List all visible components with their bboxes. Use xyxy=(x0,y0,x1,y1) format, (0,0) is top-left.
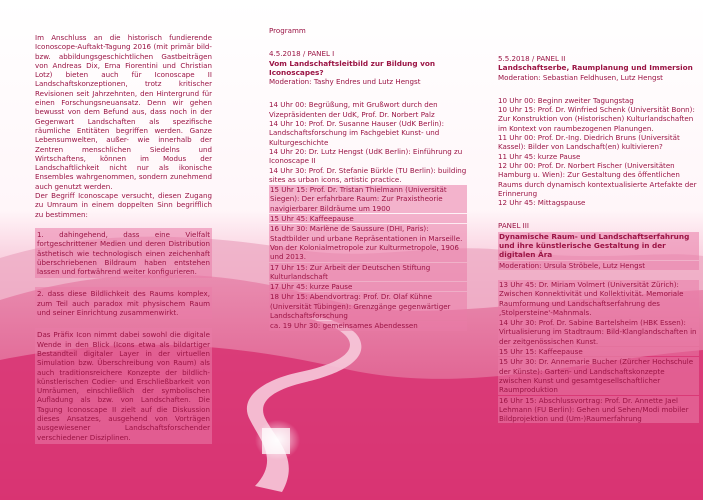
panel3-schedule xyxy=(498,280,699,423)
schedule-item: 17 Uhr 15: Zur Arbeit der Deutschen Stiftung Kulturlandschaft xyxy=(269,263,467,282)
panel1-schedule xyxy=(269,100,467,330)
schedule-item: 10 Uhr 00: Beginn zweiter Tagungstag xyxy=(498,95,634,105)
schedule-item: 14 Uhr 30: Prof. Dr. Stefanie Bürkle (TU Berlin): building sites as urban icons, artistic practice. xyxy=(269,165,467,184)
schedule-item: 15 Uhr 30: Dr. Annemarie Bucher (Zürcher Hochschule der Künste): Garten- und Landschaftskonzepte zwischen Kunst und gesamtgesellschaftlicher Raumproduktion xyxy=(498,357,699,394)
intro-text: Im Anschluss an die historisch fundierende Iconoscope-Auftakt-Tagung 2016 (mit primär bild- bzw. abbildungsgeschichtlichen Gastbeiträgen von Andreas Dix, Erna Fiorentini und Christian Lotz) bieten auch für Iconoscape II Landschaftskonzeptionen, trotz kritischer Revisionen seit Jahrzehnten, den Hintergrund für einen Forschungsneuansatz. Denn wir gehen bewusst von dem Befund aus, dass noch in der Gegenwart Landschaften als spezifische räumliche Entitäten begriffen werden. Ganze Lebensumwelten, außer- wie innerhalb der Zentren menschlichen Siedelns und Wirtschaftens, können im Modus der Landschaftlichkeit nicht nur als ikonische Ensembles wahrgenommen, sondern zunehmend auch genutzt werden. xyxy=(35,33,212,191)
schedule-item: 11 Uhr 45: kurze Pause xyxy=(498,151,581,161)
schedule-item: 11 Uhr 00: Prof. Dr.-Ing. Diedrich Bruns (Universität Kassel): Bilder von Landschaft(en) kultivieren? xyxy=(498,133,680,152)
schedule-item: 15 Uhr 15: Prof. Dr. Tristan Thielmann (Universität Siegen): Der erfahrbare Raum: Zur Praxistheorie navigierbarer Bildräume um 1900 xyxy=(269,185,467,213)
schedule-item: 12 Uhr 45: Mittagspause xyxy=(498,198,586,208)
schedule-item: 17 Uhr 45: kurze Pause xyxy=(269,282,467,291)
panel2-moderation: Moderation: Sebastian Feldhusen, Lutz Hengst xyxy=(498,72,663,82)
schedule-item: 16 Uhr 30: Marlène de Saussure (DHI, Paris): Stadtbilder und urbane Repräsentationen in Marseille. Von der Kolonialmetropole zur Kulturmetropole, 1906 und 2013. xyxy=(269,224,467,261)
schedule-item: 12 Uhr 00: Prof. Dr. Norbert Fischer (Universitäten Hamburg u. Wien): Zur Gestaltung des öffentlichen Raums durch dynamisch kontextualisierte Artefakte der Erinnerung xyxy=(498,160,697,198)
programme-day2-column xyxy=(498,26,699,423)
intro-text-2: Der Begriff Iconoscape versucht, diesen Zugang zu Umraum in einem doppelten Sinn begrifflich zu bestimmen: xyxy=(35,191,212,219)
schedule-item: 14 Uhr 00: Begrüßung, mit Grußwort durch den Vizepräsidenten der UdK, Prof. Dr. Norbert Palz xyxy=(269,100,438,119)
panel3-title: Dynamische Raum- und Landschaftserfahrung und ihre künstlerische Gestaltung in der digitalen Ära xyxy=(498,232,699,260)
panel1-date: 4.5.2018 / PANEL I xyxy=(269,49,335,59)
definition-item-2: 2. dass diese Bildlichkeit des Raums komplex, zum Teil auch paradox mit physischem Raum und seiner Einrichtung zusammenwirkt. xyxy=(35,287,212,319)
programme-day1-column xyxy=(269,26,467,331)
schedule-item: 18 Uhr 15: Abendvortrag: Prof. Dr. Olaf Kühne (Universität Tübingen): Grenzgänge gegenwärtiger Landschaftsforschung xyxy=(269,292,467,320)
programme-heading: Programm xyxy=(269,26,306,35)
schedule-item: ca. 19 Uhr 30: gemeinsames Abendessen xyxy=(269,321,467,330)
schedule-item: 16 Uhr 15: Abschlussvortrag: Prof. Dr. Annette Jael Lehmann (FU Berlin): Gehen und Sehen/Modi mobiler Bildprojektion und (Um-)Raumerfahrung xyxy=(498,396,699,424)
intro-column xyxy=(35,33,212,444)
panel3-moderation: Moderation: Ursula Ströbele, Lutz Hengst xyxy=(498,261,699,270)
panel1-moderation: Moderation: Tashy Endres und Lutz Hengst xyxy=(269,77,421,87)
schedule-item: 10 Uhr 15: Prof. Dr. Winfried Schenk (Universität Bonn): Zur Konstruktion von (Historischen) Kulturlandschaften im Kontext von raumbezogenen Planungen. xyxy=(498,105,695,133)
panel1-title: Vom Landschaftsleitbild zur Bildung von Iconoscapes? xyxy=(269,58,436,77)
panel2-schedule xyxy=(498,96,699,208)
schedule-item: 14 Uhr 30: Prof. Dr. Sabine Bartelsheim (HBK Essen): Virtualisierung im Stadtraum: Bild-Klanglandschaften in der zeitgenössischen Kunst. xyxy=(498,318,699,346)
panel2-date: 5.5.2018 / PANEL II xyxy=(498,54,566,63)
schedule-item: 13 Uhr 45: Dr. Miriam Volmert (Universität Zürich): Zwischen Konnektivität und Kollektivität. Memoriale Raumformung und Landschaftserfahrung des ,Stolpersteine'-Mahnmals. xyxy=(498,280,699,317)
prefix-icon-text: Das Präfix Icon nimmt dabei sowohl die digitale Wende in den Blick (Icons etwa als bildartiger Bestandteil digitaler Layer in der virtuellen Simulation bzw. Überschreibung von Raum) als auch traditionsreichere Konzepte der bildlich-künstlerischen Codier- und Erschließbarkeit von Umräumen, einschließlich der symbolischen Aufladung als bzw. von Landschaften. Die Tagung Iconoscape II zielt auf die Diskussion dieses Ansatzes, ausgehend von Vorträgen ausgewiesener Landschaftsforschender verschiedener Disziplinen. xyxy=(35,328,212,444)
schedule-item: 15 Uhr 15: Kaffeepause xyxy=(498,347,699,356)
definition-item-1: 1. dahingehend, dass eine Vielfalt fortgeschrittener Medien und deren Distribution ästhetisch wie technologisch einen zeichenhaft überschriebenen Bildraum haben entstehen lassen und fortwährend weiter konfigurieren. xyxy=(35,228,212,278)
panel2-title: Landschaftserbe, Raumplanung und Immersion xyxy=(498,63,693,73)
schedule-item: 14 Uhr 20: Dr. Lutz Hengst (UdK Berlin): Einführung zu Iconoscape II xyxy=(269,146,463,166)
schedule-item: 14 Uhr 10: Prof. Dr. Susanne Hauser (UdK Berlin): Landschaftsforschung im Fachgebiet Kunst- und Kulturgeschichte xyxy=(269,119,444,147)
schedule-item: 15 Uhr 45: Kaffeepause xyxy=(269,214,467,223)
panel3-header xyxy=(498,232,699,270)
panel3-label: PANEL III xyxy=(498,221,529,231)
